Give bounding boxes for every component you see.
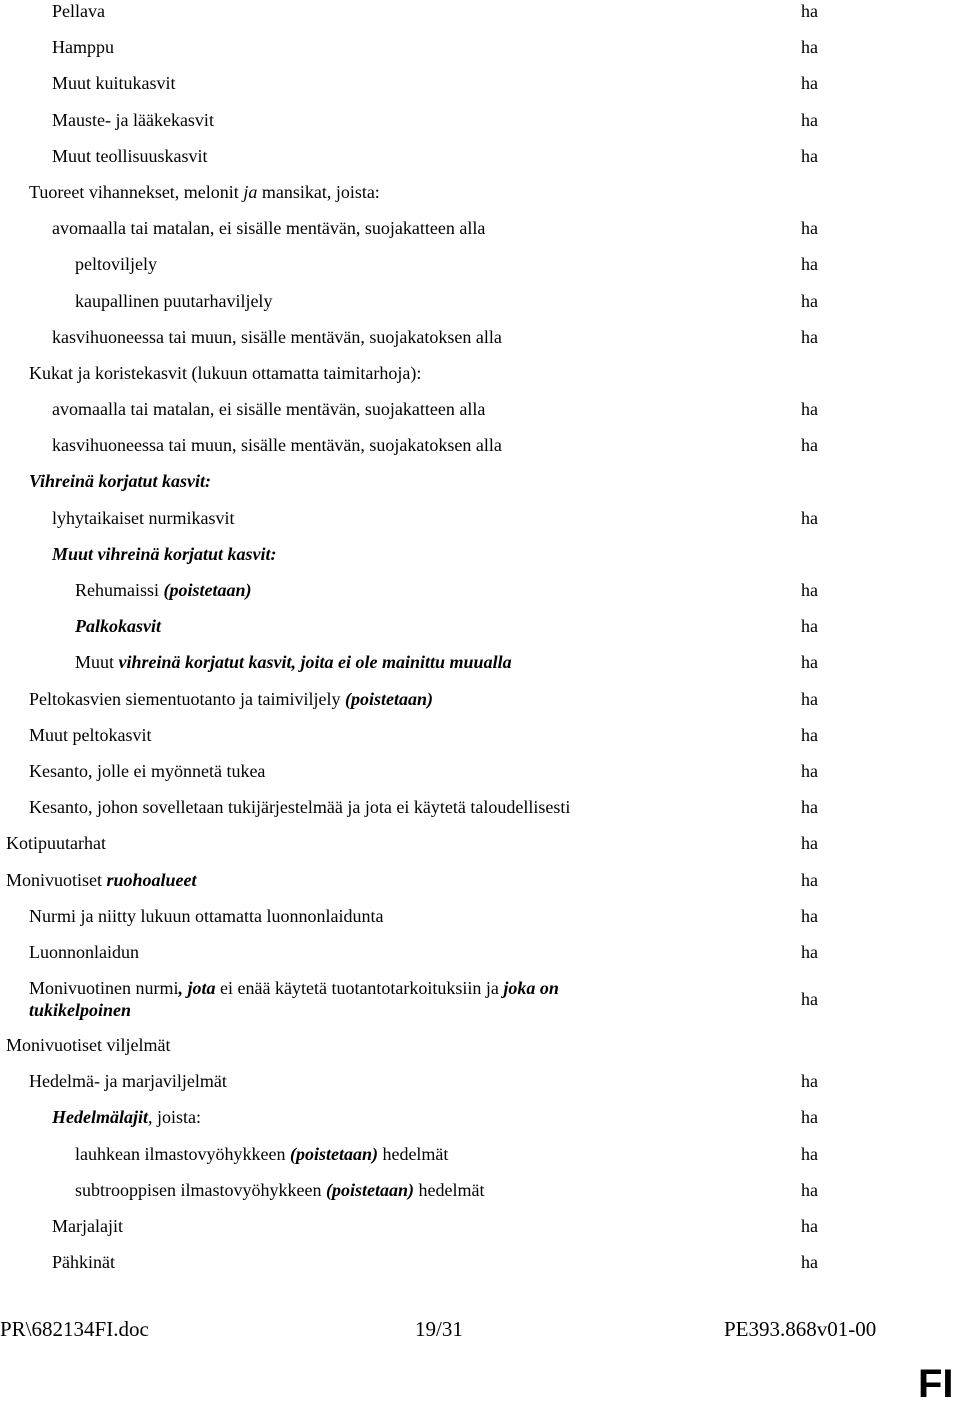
unit-label: ha xyxy=(801,435,818,456)
unit-label: ha xyxy=(801,254,818,275)
unit-label: ha xyxy=(801,905,818,926)
row-label xyxy=(29,905,383,927)
document-filename: PR\682134FI.doc xyxy=(0,1317,149,1341)
row-label xyxy=(52,36,114,58)
table-row xyxy=(0,941,960,977)
row-label xyxy=(52,398,485,420)
language-code: FI xyxy=(918,1362,954,1406)
row-label xyxy=(52,217,485,239)
table-row xyxy=(0,1034,960,1070)
row-label xyxy=(29,977,629,1021)
unit-label: ha xyxy=(801,941,818,962)
row-label xyxy=(52,1106,201,1128)
unit-label: ha xyxy=(801,109,818,130)
row-label-segment: Pähkinät xyxy=(52,1252,115,1273)
table-row xyxy=(0,253,960,289)
unit-label: ha xyxy=(801,760,818,781)
row-label xyxy=(52,0,105,22)
row-label-segment: joka on tukikelpoinen xyxy=(29,978,559,1021)
unit-label: ha xyxy=(801,833,818,854)
unit-label: ha xyxy=(801,1107,818,1128)
table-row xyxy=(0,1215,960,1251)
row-label-segment: Hedelmälajit xyxy=(52,1107,148,1128)
row-label-segment: peltoviljely xyxy=(75,254,157,275)
table-row xyxy=(0,398,960,434)
document-reference: PE393.868v01-00 xyxy=(724,1317,877,1341)
row-label-segment: Rehumaissi xyxy=(75,580,164,600)
unit-label: ha xyxy=(801,797,818,818)
table-row xyxy=(0,36,960,72)
unit-label: ha xyxy=(801,145,818,166)
row-label-segment: Muut teollisuuskasvit xyxy=(52,145,208,166)
unit-label: ha xyxy=(801,724,818,745)
row-label xyxy=(75,1143,448,1165)
row-label-segment: hedelmät xyxy=(413,1179,485,1200)
row-label xyxy=(52,1215,123,1237)
table-row xyxy=(0,688,960,724)
row-label-segment: Monivuotiset xyxy=(6,869,107,890)
row-label-segment: hedelmät xyxy=(377,1143,449,1164)
row-label-segment: , joista: xyxy=(148,1107,201,1128)
row-label-segment: Nurmi ja niitty lukuun ottamatta luonnonlaidunta xyxy=(29,905,384,926)
row-label-segment: Muut vihreinä korjatut kasvit: xyxy=(52,543,277,564)
row-label-segment: Hamppu xyxy=(52,37,114,58)
unit-label: ha xyxy=(801,290,818,311)
page-number: 19/31 xyxy=(415,1317,463,1341)
row-label-segment: Muut kuitukasvit xyxy=(52,73,176,94)
table-row xyxy=(0,651,960,687)
row-label-segment: kasvihuoneessa tai muun, sisälle mentävän, suojakatoksen alla xyxy=(52,326,502,347)
unit-label: ha xyxy=(801,580,818,600)
table-row xyxy=(0,434,960,470)
unit-label: ha xyxy=(801,688,818,709)
row-label xyxy=(29,724,152,746)
row-label xyxy=(75,290,272,312)
row-label-segment: Hedelmä- ja marjaviljelmät xyxy=(29,1071,227,1092)
row-label xyxy=(52,326,502,348)
table-row xyxy=(0,0,960,36)
unit-label: ha xyxy=(801,616,818,637)
row-label-segment: Muut xyxy=(75,652,119,673)
row-label-segment: Pellava xyxy=(52,1,105,21)
unit-label: ha xyxy=(801,73,818,94)
unit-label: ha xyxy=(801,1143,818,1164)
row-label-segment: Kukat ja koristekasvit (lukuun ottamatta taimitarhoja): xyxy=(29,362,422,383)
row-label xyxy=(6,1034,171,1056)
row-label-segment: Mauste- ja lääkekasvit xyxy=(52,109,214,130)
table-row xyxy=(0,1070,960,1106)
row-label xyxy=(29,688,433,710)
table-row xyxy=(0,217,960,253)
unit-label: ha xyxy=(801,399,818,420)
row-label-segment: Monivuotiset viljelmät xyxy=(6,1035,171,1056)
row-label-segment: Vihreinä korjatut kasvit: xyxy=(29,471,212,492)
row-label xyxy=(29,1070,227,1092)
row-label-segment: lauhkean ilmastovyöhykkeen xyxy=(75,1143,290,1164)
row-label-segment: Luonnonlaidun xyxy=(29,941,139,962)
unit-label: ha xyxy=(801,1071,818,1092)
row-label xyxy=(6,832,106,854)
unit-label: ha xyxy=(801,37,818,58)
table-row xyxy=(0,72,960,108)
row-label xyxy=(52,72,176,94)
row-label-segment: Peltokasvien siementuotanto ja taimiviljely xyxy=(29,688,345,709)
unit-label: ha xyxy=(801,989,818,1010)
table-row xyxy=(0,796,960,832)
row-label-segment: ja xyxy=(243,181,258,202)
page-footer xyxy=(0,1317,960,1343)
row-label-segment: Tuoreet vihannekset, melonit xyxy=(29,181,244,202)
row-label-segment: (poistetaan) xyxy=(163,580,252,600)
row-label xyxy=(29,470,211,492)
row-label xyxy=(29,760,265,782)
unit-label: ha xyxy=(801,1179,818,1200)
unit-label: ha xyxy=(801,218,818,239)
row-label xyxy=(75,253,157,275)
table-row xyxy=(0,724,960,760)
row-label xyxy=(52,145,208,167)
unit-label: ha xyxy=(801,869,818,890)
row-label-segment: mansikat, joista: xyxy=(257,181,380,202)
table-row xyxy=(0,145,960,181)
row-label-segment: kaupallinen puutarhaviljely xyxy=(75,290,273,311)
table-row xyxy=(0,1106,960,1142)
table-row xyxy=(0,507,960,543)
unit-label: ha xyxy=(801,1252,818,1273)
table-row xyxy=(0,181,960,217)
table-row xyxy=(0,1179,960,1215)
row-label-segment: ruohoalueet xyxy=(106,869,197,890)
table-row xyxy=(0,1251,960,1287)
row-label xyxy=(29,796,570,818)
table-row xyxy=(0,905,960,941)
unit-label: ha xyxy=(801,326,818,347)
row-label-segment: subtrooppisen ilmastovyöhykkeen xyxy=(75,1179,326,1200)
row-label-segment: avomaalla tai matalan, ei sisälle mentävän, suojakatteen alla xyxy=(52,218,486,239)
row-label xyxy=(75,651,512,673)
table-row xyxy=(0,579,960,615)
row-label-segment: (poistetaan) xyxy=(325,1179,414,1200)
row-label xyxy=(29,362,421,384)
row-label-segment: vihreinä korjatut kasvit, joita ei ole mainittu muualla xyxy=(118,652,512,673)
row-label xyxy=(75,1179,484,1201)
row-label-segment: kasvihuoneessa tai muun, sisälle mentävän, suojakatoksen alla xyxy=(52,435,502,456)
row-label xyxy=(52,109,214,131)
row-label xyxy=(29,181,380,203)
table-row xyxy=(0,326,960,362)
row-label xyxy=(75,579,252,601)
table-row xyxy=(0,832,960,868)
row-label xyxy=(29,941,139,963)
row-label-segment: Kesanto, jolle ei myönnetä tukea xyxy=(29,760,266,781)
unit-label: ha xyxy=(801,1216,818,1236)
row-label-segment: Kotipuutarhat xyxy=(6,833,106,854)
row-label-segment: Marjalajit xyxy=(52,1216,123,1236)
row-label xyxy=(6,869,197,891)
table-row xyxy=(0,760,960,796)
unit-label: ha xyxy=(801,652,818,673)
row-label-segment: lyhytaikaiset nurmikasvit xyxy=(52,507,235,528)
row-label-segment: Kesanto, johon sovelletaan tukijärjestelmää ja jota ei käytetä taloudellisesti xyxy=(29,797,571,818)
row-label-segment: Palkokasvit xyxy=(75,616,161,637)
row-label-segment: Muut peltokasvit xyxy=(29,724,152,745)
row-label-segment: avomaalla tai matalan, ei sisälle mentävän, suojakatteen alla xyxy=(52,399,486,420)
table-row xyxy=(0,109,960,145)
row-label xyxy=(75,615,161,637)
table-row xyxy=(0,977,960,1034)
table-row xyxy=(0,543,960,579)
unit-label: ha xyxy=(801,507,818,528)
table-row xyxy=(0,615,960,651)
table-row xyxy=(0,290,960,326)
table-row xyxy=(0,1143,960,1179)
table-row xyxy=(0,869,960,905)
row-label xyxy=(52,434,502,456)
row-label-segment: , jota xyxy=(178,978,216,999)
row-label-segment: (poistetaan) xyxy=(344,688,433,709)
row-label-segment: (poistetaan) xyxy=(289,1143,378,1164)
table-row xyxy=(0,470,960,506)
row-label xyxy=(52,1251,115,1273)
unit-label: ha xyxy=(801,1,818,21)
table-row xyxy=(0,362,960,398)
row-label-segment: Monivuotinen nurmi xyxy=(29,978,179,999)
row-label xyxy=(52,543,277,565)
row-label-segment: ei enää käytetä tuotantotarkoituksiin ja xyxy=(215,978,504,999)
row-label xyxy=(52,507,234,529)
